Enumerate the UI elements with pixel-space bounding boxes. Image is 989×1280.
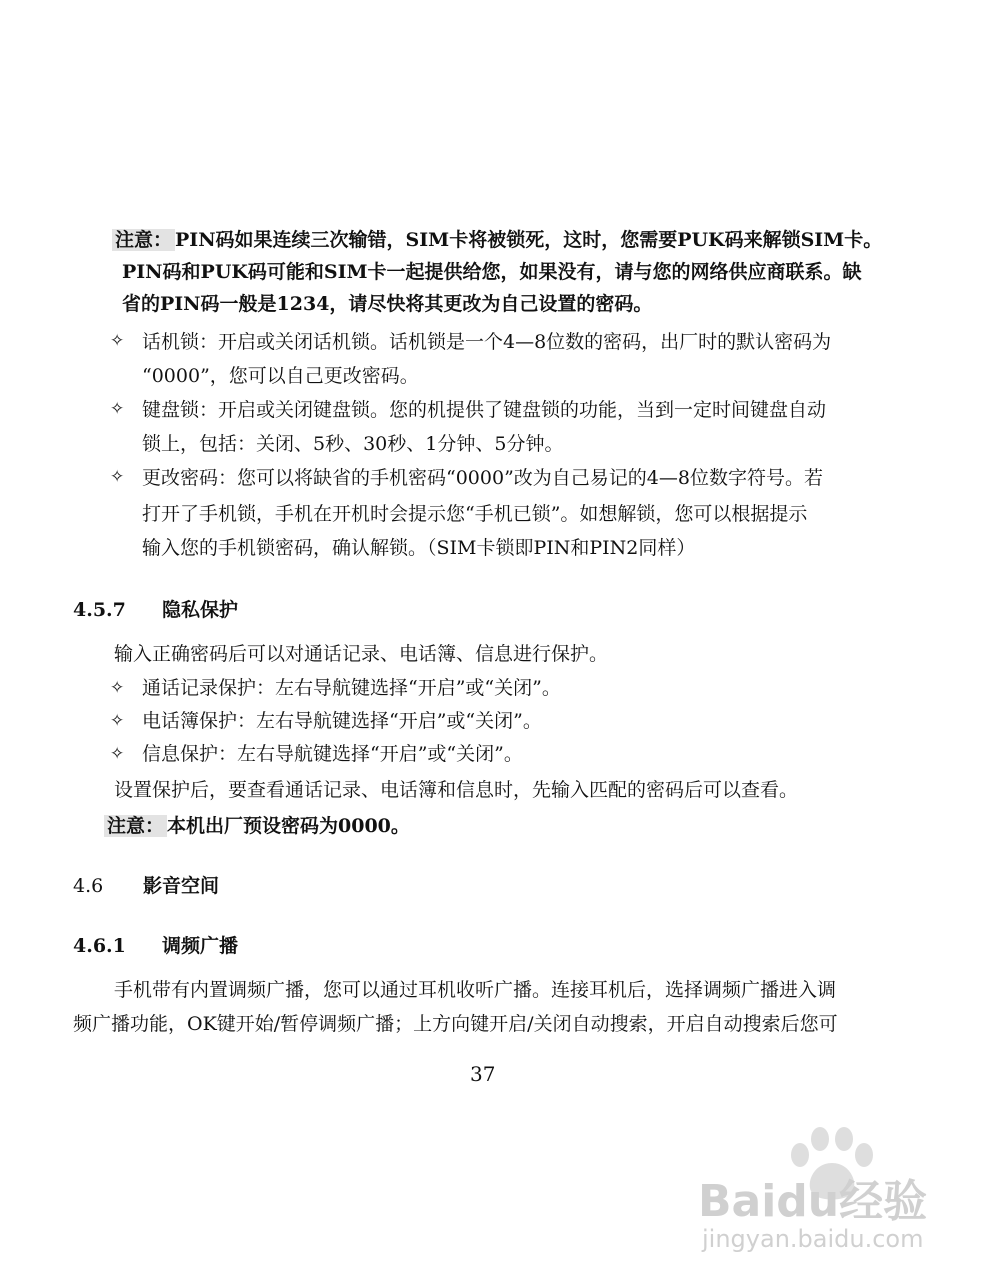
privacy-intro: 输入正确密码后可以对通话记录、电话簿、信息进行保护。 — [114, 643, 609, 665]
bullet-phone-lock-line-2: “0000”，您可以自己更改密码。 — [142, 365, 419, 387]
note-2: 注意： 本机出厂预设密码为0000。 — [104, 814, 410, 838]
bullet-change-password-line-1: 更改密码：您可以将缺省的手机密码“0000”改为自己易记的4—8位数字符号。若 — [142, 467, 823, 489]
bullet-diamond-icon: ✧ — [110, 744, 125, 764]
page-number: 37 — [470, 1062, 496, 1086]
section-number: 4.5.7 — [73, 599, 126, 621]
bullet-diamond-icon: ✧ — [110, 711, 125, 731]
section-title: 调频广播 — [162, 935, 239, 957]
watermark-url: jingyan.baidu.com — [702, 1225, 924, 1253]
watermark-brand: Baidu经验 — [698, 1176, 928, 1227]
bullet-change-password-line-3: 输入您的手机锁密码，确认解锁。（SIM卡锁即PIN和PIN2同样） — [142, 537, 696, 559]
note-1-line-2: PIN码和PUK码可能和SIM卡一起提供给您，如果没有，请与您的网络供应商联系。缺 — [122, 261, 862, 283]
bullet-diamond-icon: ✧ — [110, 678, 125, 698]
section-number: 4.6.1 — [73, 935, 126, 957]
note-2-label: 注意： — [104, 815, 167, 837]
bullet-call-log-protect: 通话记录保护：左右导航键选择“开启”或“关闭”。 — [142, 677, 561, 699]
fm-paragraph-line-2: 频广播功能，OK键开始/暂停调频广播；上方向键开启/关闭自动搜索，开启自动搜索后您可 — [73, 1013, 838, 1035]
bullet-diamond-icon: ✧ — [110, 467, 125, 487]
note-1-line-3: 省的PIN码一般是1234，请尽快将其更改为自己设置的密码。 — [122, 293, 653, 315]
fm-paragraph-line-1: 手机带有内置调频广播，您可以通过耳机收听广播。连接耳机后，选择调频广播进入调 — [114, 979, 837, 1001]
bullet-message-protect: 信息保护：左右导航键选择“开启”或“关闭”。 — [142, 743, 523, 765]
note-1-label: 注意： — [112, 229, 175, 251]
section-number: 4.6 — [73, 875, 104, 897]
bullet-diamond-icon: ✧ — [110, 399, 125, 419]
privacy-after-text: 设置保护后，要查看通话记录、电话簿和信息时，先输入匹配的密码后可以查看。 — [114, 779, 799, 801]
bullet-phonebook-protect: 电话簿保护：左右导航键选择“开启”或“关闭”。 — [142, 710, 542, 732]
bullet-keypad-lock-line-2: 锁上，包括：关闭、5秒、30秒、1分钟、5分钟。 — [142, 433, 564, 455]
section-title: 隐私保护 — [162, 599, 239, 621]
bullet-keypad-lock-line-1: 键盘锁：开启或关闭键盘锁。您的机提供了键盘锁的功能，当到一定时间键盘自动 — [142, 399, 827, 421]
bullet-change-password-line-2: 打开了手机锁，手机在开机时会提示您“手机已锁”。如想解锁，您可以根据提示 — [142, 503, 808, 525]
section-title: 影音空间 — [143, 875, 220, 897]
bullet-phone-lock-line-1: 话机锁：开启或关闭话机锁。话机锁是一个4—8位数的密码，出厂时的默认密码为 — [142, 331, 832, 353]
baidu-watermark — [698, 1125, 968, 1270]
note-1-line-1: 注意： PIN码如果连续三次输错，SIM卡将被锁死，这时，您需要PUK码来解锁SIM卡。 — [112, 228, 882, 252]
bullet-diamond-icon: ✧ — [110, 331, 125, 351]
